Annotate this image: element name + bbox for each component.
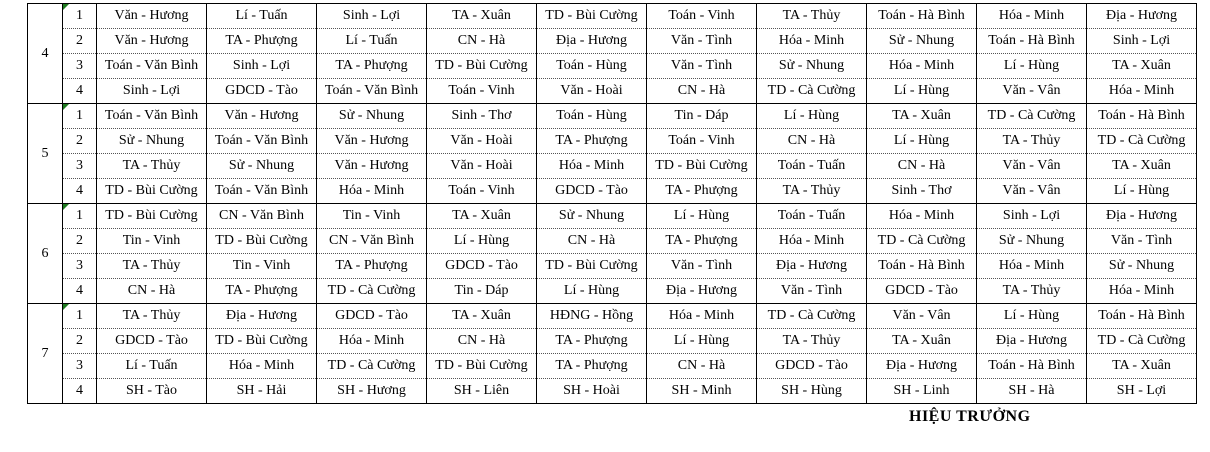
subject-teacher-cell: Toán - Tuấn xyxy=(757,204,867,229)
subject-teacher-cell: Toán - Vinh xyxy=(647,4,757,29)
subject-teacher-cell: Địa - Hương xyxy=(757,254,867,279)
subject-teacher-cell: Toán - Văn Bình xyxy=(207,129,317,154)
timetable-row xyxy=(28,354,1197,379)
subject-teacher-cell: Toán - Văn Bình xyxy=(97,104,207,129)
subject-teacher-cell: Sinh - Lợi xyxy=(1087,29,1197,54)
subject-teacher-cell: GDCD - Tào xyxy=(97,329,207,354)
subject-teacher-cell: TA - Thủy xyxy=(757,4,867,29)
subject-teacher-cell: Địa - Hương xyxy=(647,279,757,304)
subject-teacher-cell: TA - Thủy xyxy=(757,179,867,204)
timetable-row xyxy=(28,154,1197,179)
subject-teacher-cell: TD - Cà Cường xyxy=(317,354,427,379)
subject-teacher-cell: Lí - Hùng xyxy=(977,304,1087,329)
subject-teacher-cell: Hóa - Minh xyxy=(867,54,977,79)
subject-teacher-cell: Văn - Hoài xyxy=(537,79,647,104)
subject-teacher-cell: CN - Văn Bình xyxy=(317,229,427,254)
subject-teacher-cell: TA - Thủy xyxy=(97,154,207,179)
timetable-row xyxy=(28,229,1197,254)
subject-teacher-cell: Văn - Tình xyxy=(647,54,757,79)
subject-teacher-cell: TD - Bùi Cường xyxy=(207,229,317,254)
subject-teacher-cell: Hóa - Minh xyxy=(1087,79,1197,104)
subject-teacher-cell: Hóa - Minh xyxy=(647,304,757,329)
period-cell: 2 xyxy=(63,229,97,254)
timetable-row xyxy=(28,179,1197,204)
subject-teacher-cell: TA - Thủy xyxy=(97,254,207,279)
subject-teacher-cell: Toán - Hùng xyxy=(537,54,647,79)
subject-teacher-cell: Sử - Nhung xyxy=(977,229,1087,254)
subject-teacher-cell: TA - Phượng xyxy=(207,29,317,54)
subject-teacher-cell: Văn - Hương xyxy=(207,104,317,129)
subject-teacher-cell: SH - Liên xyxy=(427,379,537,404)
period-cell: 1 xyxy=(63,204,97,229)
subject-teacher-cell: Văn - Hoài xyxy=(427,129,537,154)
subject-teacher-cell: Hóa - Minh xyxy=(867,204,977,229)
subject-teacher-cell: TA - Xuân xyxy=(427,4,537,29)
subject-teacher-cell: TD - Bùi Cường xyxy=(647,154,757,179)
subject-teacher-cell: GDCD - Tào xyxy=(537,179,647,204)
subject-teacher-cell: Toán - Hà Bình xyxy=(1087,304,1197,329)
subject-teacher-cell: Sinh - Lợi xyxy=(317,4,427,29)
subject-teacher-cell: TA - Xuân xyxy=(1087,54,1197,79)
timetable-row xyxy=(28,329,1197,354)
subject-teacher-cell: TD - Cà Cường xyxy=(867,229,977,254)
subject-teacher-cell: Hóa - Minh xyxy=(757,229,867,254)
subject-teacher-cell: Văn - Hương xyxy=(317,154,427,179)
subject-teacher-cell: TA - Xuân xyxy=(427,204,537,229)
subject-teacher-cell: TD - Bùi Cường xyxy=(207,329,317,354)
subject-teacher-cell: TA - Xuân xyxy=(1087,154,1197,179)
subject-teacher-cell: Sử - Nhung xyxy=(757,54,867,79)
subject-teacher-cell: Lí - Tuấn xyxy=(317,29,427,54)
subject-teacher-cell: CN - Hà xyxy=(427,329,537,354)
subject-teacher-cell: TD - Bùi Cường xyxy=(427,54,537,79)
subject-teacher-cell: Địa - Hương xyxy=(207,304,317,329)
period-cell: 1 xyxy=(63,304,97,329)
subject-teacher-cell: Toán - Hùng xyxy=(537,104,647,129)
timetable-body xyxy=(28,4,1197,404)
subject-teacher-cell: TD - Cà Cường xyxy=(757,79,867,104)
subject-teacher-cell: TA - Xuân xyxy=(867,329,977,354)
subject-teacher-cell: CN - Hà xyxy=(97,279,207,304)
period-cell: 2 xyxy=(63,29,97,54)
subject-teacher-cell: TA - Phượng xyxy=(537,329,647,354)
subject-teacher-cell: Văn - Hương xyxy=(97,29,207,54)
subject-teacher-cell: Sinh - Thơ xyxy=(867,179,977,204)
subject-teacher-cell: SH - Lợi xyxy=(1087,379,1197,404)
subject-teacher-cell: GDCD - Tào xyxy=(207,79,317,104)
subject-teacher-cell: TA - Xuân xyxy=(1087,354,1197,379)
subject-teacher-cell: TD - Bùi Cường xyxy=(97,204,207,229)
subject-teacher-cell: Toán - Văn Bình xyxy=(207,179,317,204)
subject-teacher-cell: Sử - Nhung xyxy=(1087,254,1197,279)
subject-teacher-cell: Hóa - Minh xyxy=(757,29,867,54)
subject-teacher-cell: Văn - Vân xyxy=(977,179,1087,204)
subject-teacher-cell: TA - Phượng xyxy=(317,254,427,279)
timetable-row xyxy=(28,204,1197,229)
subject-teacher-cell: TD - Bùi Cường xyxy=(427,354,537,379)
period-cell: 2 xyxy=(63,329,97,354)
subject-teacher-cell: Toán - Hà Bình xyxy=(867,4,977,29)
timetable-row xyxy=(28,129,1197,154)
subject-teacher-cell: Toán - Vinh xyxy=(427,179,537,204)
timetable-row xyxy=(28,29,1197,54)
timetable-row xyxy=(28,104,1197,129)
subject-teacher-cell: Lí - Tuấn xyxy=(207,4,317,29)
subject-teacher-cell: CN - Hà xyxy=(647,354,757,379)
subject-teacher-cell: SH - Tào xyxy=(97,379,207,404)
subject-teacher-cell: Lí - Hùng xyxy=(647,204,757,229)
subject-teacher-cell: Toán - Tuấn xyxy=(757,154,867,179)
subject-teacher-cell: CN - Hà xyxy=(757,129,867,154)
subject-teacher-cell: SH - Hùng xyxy=(757,379,867,404)
timetable-row xyxy=(28,54,1197,79)
subject-teacher-cell: Sử - Nhung xyxy=(317,104,427,129)
timetable-row xyxy=(28,379,1197,404)
subject-teacher-cell: TA - Thủy xyxy=(977,129,1087,154)
subject-teacher-cell: TA - Phượng xyxy=(647,179,757,204)
subject-teacher-cell: SH - Hà xyxy=(977,379,1087,404)
subject-teacher-cell: Văn - Tình xyxy=(647,29,757,54)
subject-teacher-cell: Lí - Hùng xyxy=(1087,179,1197,204)
subject-teacher-cell: SH - Minh xyxy=(647,379,757,404)
subject-teacher-cell: TD - Cà Cường xyxy=(317,279,427,304)
period-cell: 3 xyxy=(63,254,97,279)
subject-teacher-cell: Sử - Nhung xyxy=(97,129,207,154)
subject-teacher-cell: Sử - Nhung xyxy=(207,154,317,179)
day-cell: 7 xyxy=(28,304,63,404)
subject-teacher-cell: Lí - Hùng xyxy=(977,54,1087,79)
subject-teacher-cell: Địa - Hương xyxy=(1087,204,1197,229)
subject-teacher-cell: Toán - Hà Bình xyxy=(867,254,977,279)
subject-teacher-cell: Văn - Vân xyxy=(977,154,1087,179)
subject-teacher-cell: TA - Phượng xyxy=(537,354,647,379)
subject-teacher-cell: Toán - Hà Bình xyxy=(977,354,1087,379)
subject-teacher-cell: Sinh - Thơ xyxy=(427,104,537,129)
subject-teacher-cell: TA - Phượng xyxy=(317,54,427,79)
subject-teacher-cell: Sử - Nhung xyxy=(537,204,647,229)
subject-teacher-cell: CN - Hà xyxy=(427,29,537,54)
timetable-row xyxy=(28,4,1197,29)
period-cell: 4 xyxy=(63,179,97,204)
subject-teacher-cell: Lí - Hùng xyxy=(757,104,867,129)
subject-teacher-cell: CN - Văn Bình xyxy=(207,204,317,229)
subject-teacher-cell: Địa - Hương xyxy=(977,329,1087,354)
subject-teacher-cell: TD - Cà Cường xyxy=(1087,129,1197,154)
subject-teacher-cell: Hóa - Minh xyxy=(977,254,1087,279)
period-cell: 4 xyxy=(63,79,97,104)
subject-teacher-cell: CN - Hà xyxy=(537,229,647,254)
subject-teacher-cell: TA - Thủy xyxy=(757,329,867,354)
subject-teacher-cell: TD - Cà Cường xyxy=(757,304,867,329)
subject-teacher-cell: Tin - Dáp xyxy=(647,104,757,129)
period-cell: 1 xyxy=(63,104,97,129)
subject-teacher-cell: Văn - Tình xyxy=(757,279,867,304)
subject-teacher-cell: TA - Phượng xyxy=(537,129,647,154)
subject-teacher-cell: Lí - Hùng xyxy=(647,329,757,354)
subject-teacher-cell: TA - Xuân xyxy=(867,104,977,129)
subject-teacher-cell: Tin - Vinh xyxy=(97,229,207,254)
subject-teacher-cell: Toán - Văn Bình xyxy=(317,79,427,104)
day-cell: 4 xyxy=(28,4,63,104)
period-cell: 3 xyxy=(63,154,97,179)
subject-teacher-cell: Toán - Văn Bình xyxy=(97,54,207,79)
subject-teacher-cell: SH - Linh xyxy=(867,379,977,404)
subject-teacher-cell: Sinh - Lợi xyxy=(977,204,1087,229)
subject-teacher-cell: CN - Hà xyxy=(647,79,757,104)
subject-teacher-cell: Lí - Hùng xyxy=(867,129,977,154)
subject-teacher-cell: TD - Cà Cường xyxy=(1087,329,1197,354)
period-cell: 4 xyxy=(63,279,97,304)
subject-teacher-cell: Tin - Vinh xyxy=(317,204,427,229)
subject-teacher-cell: Văn - Hương xyxy=(97,4,207,29)
subject-teacher-cell: TA - Thủy xyxy=(97,304,207,329)
subject-teacher-cell: HĐNG - Hồng xyxy=(537,304,647,329)
subject-teacher-cell: Văn - Hương xyxy=(317,129,427,154)
subject-teacher-cell: SH - Hương xyxy=(317,379,427,404)
period-cell: 3 xyxy=(63,354,97,379)
timetable xyxy=(27,3,1197,404)
subject-teacher-cell: TD - Bùi Cường xyxy=(537,254,647,279)
subject-teacher-cell: TD - Cà Cường xyxy=(977,104,1087,129)
period-cell: 4 xyxy=(63,379,97,404)
subject-teacher-cell: GDCD - Tào xyxy=(757,354,867,379)
subject-teacher-cell: Hóa - Minh xyxy=(1087,279,1197,304)
subject-teacher-cell: TA - Xuân xyxy=(427,304,537,329)
subject-teacher-cell: TD - Bùi Cường xyxy=(537,4,647,29)
subject-teacher-cell: Lí - Hùng xyxy=(427,229,537,254)
day-cell: 5 xyxy=(28,104,63,204)
subject-teacher-cell: GDCD - Tào xyxy=(427,254,537,279)
period-cell: 3 xyxy=(63,54,97,79)
subject-teacher-cell: Văn - Vân xyxy=(867,304,977,329)
day-cell: 6 xyxy=(28,204,63,304)
subject-teacher-cell: Văn - Tình xyxy=(647,254,757,279)
subject-teacher-cell: Tin - Dáp xyxy=(427,279,537,304)
timetable-row xyxy=(28,304,1197,329)
subject-teacher-cell: Hóa - Minh xyxy=(317,329,427,354)
principal-signature-title: HIỆU TRƯỞNG xyxy=(909,408,1031,425)
subject-teacher-cell: Tin - Vinh xyxy=(207,254,317,279)
subject-teacher-cell: TD - Bùi Cường xyxy=(97,179,207,204)
subject-teacher-cell: Lí - Hùng xyxy=(867,79,977,104)
subject-teacher-cell: Sử - Nhung xyxy=(867,29,977,54)
subject-teacher-cell: GDCD - Tào xyxy=(867,279,977,304)
subject-teacher-cell: TA - Thủy xyxy=(977,279,1087,304)
subject-teacher-cell: Hóa - Minh xyxy=(317,179,427,204)
subject-teacher-cell: Hóa - Minh xyxy=(977,4,1087,29)
subject-teacher-cell: Toán - Vinh xyxy=(647,129,757,154)
subject-teacher-cell: Văn - Tình xyxy=(1087,229,1197,254)
subject-teacher-cell: TA - Phượng xyxy=(207,279,317,304)
subject-teacher-cell: Sinh - Lợi xyxy=(207,54,317,79)
subject-teacher-cell: GDCD - Tào xyxy=(317,304,427,329)
subject-teacher-cell: Địa - Hương xyxy=(537,29,647,54)
timetable-row xyxy=(28,79,1197,104)
timetable-row xyxy=(28,254,1197,279)
subject-teacher-cell: Hóa - Minh xyxy=(207,354,317,379)
subject-teacher-cell: Toán - Vinh xyxy=(427,79,537,104)
subject-teacher-cell: Sinh - Lợi xyxy=(97,79,207,104)
subject-teacher-cell: CN - Hà xyxy=(867,154,977,179)
subject-teacher-cell: Văn - Hoài xyxy=(427,154,537,179)
subject-teacher-cell: Địa - Hương xyxy=(867,354,977,379)
period-cell: 2 xyxy=(63,129,97,154)
subject-teacher-cell: SH - Hải xyxy=(207,379,317,404)
timetable-row xyxy=(28,279,1197,304)
subject-teacher-cell: TA - Phượng xyxy=(647,229,757,254)
subject-teacher-cell: SH - Hoài xyxy=(537,379,647,404)
subject-teacher-cell: Toán - Hà Bình xyxy=(977,29,1087,54)
subject-teacher-cell: Địa - Hương xyxy=(1087,4,1197,29)
subject-teacher-cell: Hóa - Minh xyxy=(537,154,647,179)
subject-teacher-cell: Lí - Hùng xyxy=(537,279,647,304)
subject-teacher-cell: Toán - Hà Bình xyxy=(1087,104,1197,129)
subject-teacher-cell: Lí - Tuấn xyxy=(97,354,207,379)
period-cell: 1 xyxy=(63,4,97,29)
subject-teacher-cell: Văn - Vân xyxy=(977,79,1087,104)
